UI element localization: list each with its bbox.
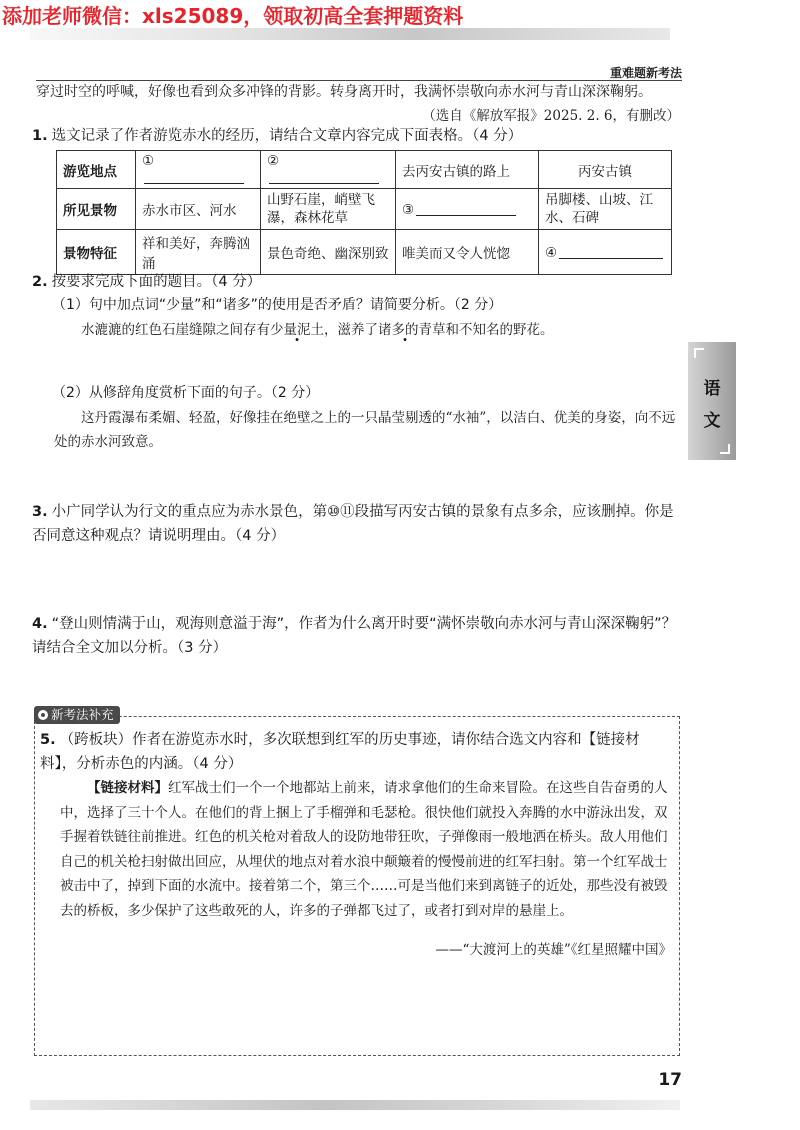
question-2-number: 2. (32, 274, 48, 290)
table-row (57, 230, 672, 275)
question-5-number: 5. (40, 732, 56, 748)
question-2-sub2-text: （2）从修辞角度赏析下面的句子。（2 分） (52, 385, 320, 401)
material-credit: ——“大渡河上的英雄”《红星照耀中国》 (435, 942, 672, 958)
passage-source: （选自《解放军报》2025. 2. 6，有删改） (422, 108, 680, 124)
question-2-text: 按要求完成下面的题目。（4 分） (51, 274, 262, 290)
subject-char-2: 文 (703, 411, 721, 431)
blank-marker: ② (267, 153, 280, 169)
question-2-sub1-quote (54, 318, 682, 342)
tab-corner-mark (694, 348, 704, 358)
subject-char-1: 语 (703, 379, 721, 399)
emphasized-word-shaoliang: 少量 (270, 322, 297, 338)
answer-blank-4[interactable] (559, 244, 663, 259)
blank-marker: ④ (545, 244, 558, 261)
answer-area-q4[interactable] (52, 664, 672, 700)
linked-material (60, 776, 672, 923)
question-3-number: 3. (32, 504, 48, 520)
table-cell: 唯美而又令人恍惚 (396, 230, 539, 275)
watermark-text: 添加老师微信：xls25089，领取初高全套押题资料 (2, 4, 464, 28)
table-cell: 吊脚楼、山坡、江水、石碑 (539, 189, 672, 230)
table-row (57, 151, 672, 189)
answer-area-q5[interactable] (44, 966, 670, 1050)
supplement-tag-label: 新考法补充 (51, 707, 114, 722)
table-cell[interactable] (396, 189, 539, 230)
quote-segment: 水漉漉的红色石崖缝隙之间存有 (81, 322, 270, 338)
bottom-decorative-band (30, 1100, 680, 1110)
question-2-sub2-quote: 这丹霞瀑布柔媚、轻盈，好像挂在绝壁之上的一只晶莹剔透的“水袖”，以洁白、优美的身姿，向不远处的赤水河致意。 (54, 410, 676, 450)
tour-table (56, 150, 672, 275)
table-cell: 赤水市区、河水 (136, 189, 261, 230)
new-exam-supplement-tag (34, 706, 120, 724)
question-1-text: 选文记录了作者游览赤水的经历，请结合文章内容完成下面表格。（4 分） (51, 128, 523, 144)
table-row (57, 189, 672, 230)
page-number: 17 (658, 1070, 682, 1090)
question-4-text: “登山则情满于山，观海则意溢于海”，作者为什么离开时要“满怀崇敬向赤水河与青山深深鞠躬”？请结合全文加以分析。（3 分） (32, 616, 677, 656)
question-1 (32, 124, 682, 148)
pin-icon (38, 710, 48, 720)
question-3-text: 小广同学认为行文的重点应为赤水景色，第⑩⑪段描写丙安古镇的景象有点多余，应该删掉。你是否同意这种观点？请说明理由。（4 分） (32, 504, 674, 544)
question-3 (32, 500, 682, 548)
answer-area-q2-1[interactable] (52, 346, 672, 376)
table-cell: 山野石崖，峭壁飞瀑，森林花草 (261, 189, 396, 230)
answer-blank-1[interactable] (144, 169, 244, 184)
material-text: 红军战士们一个一个地都站上前来，请求拿他们的生命来冒险。在这些自告奋勇的人中，选择了三十个人。在他们的背上捆上了手榴弹和毛瑟枪。很快他们就投入奔腾的水中游泳出发，双手握着铁链往前推进。红色的机关枪对着敌人的设防地带狂吹，子弹像雨一般地洒在桥头。敌人用他们自己的机关枪扫射做出回应，从埋伏的地点对着水浪中颠簸着的慢慢前进的红军扫射。第一个红军战士被击中了，掉到下面的水流中。接着第二个，第三个……可是当他们来到离链子的近处，那些没有被毁去的桥板，多少保护了这些敢死的人，许多的子弹都飞过了，或者打到对岸的悬崖上。 (60, 780, 668, 919)
tab-corner-mark (720, 444, 730, 454)
table-cell[interactable] (136, 151, 261, 189)
question-5 (40, 728, 674, 776)
table-cell: 景色奇绝、幽深别致 (261, 230, 396, 275)
answer-area-q2-2[interactable] (52, 458, 672, 498)
answer-area-q3[interactable] (52, 552, 672, 608)
answer-blank-2[interactable] (269, 169, 379, 184)
question-5-text: （跨板块）作者在游览赤水时，多次联想到红军的历史事迹，请你结合选文内容和【链接材料】，分析赤色的内涵。（4 分） (40, 732, 640, 772)
question-4-number: 4. (32, 616, 48, 632)
blank-marker: ③ (402, 201, 415, 218)
question-4 (32, 612, 682, 660)
question-2 (32, 270, 682, 294)
blank-marker: ① (142, 153, 155, 169)
table-cell[interactable] (539, 230, 672, 275)
table-row-header: 景物特征 (57, 230, 136, 275)
answer-blank-3[interactable] (416, 201, 516, 216)
table-cell: 丙安古镇 (539, 151, 672, 189)
quote-segment: 的青草和不知名的野花。 (405, 322, 554, 338)
emphasized-word-zhuduo: 诸多 (378, 322, 405, 338)
section-title: 重难题新考法 (609, 66, 682, 80)
material-label: 【链接材料】 (87, 780, 168, 796)
table-cell: 去丙安古镇的路上 (396, 151, 539, 189)
table-cell: 祥和美好，奔腾汹涌 (136, 230, 261, 275)
subject-side-tab (688, 342, 736, 460)
question-2-sub1-text: （1）句中加点词“少量”和“诸多”的使用是否矛盾？请简要分析。（2 分） (52, 297, 503, 313)
question-1-number: 1. (32, 128, 48, 144)
quote-segment: 泥土，滋养了 (297, 322, 378, 338)
table-cell[interactable] (261, 151, 396, 189)
table-row-header: 游览地点 (57, 151, 136, 189)
top-decorative-band (30, 28, 670, 40)
passage-ending-line: 穿过时空的呼喊，好像也看到众多冲锋的背影。转身离开时，我满怀崇敬向赤水河与青山深深鞠躬。 (36, 84, 652, 100)
table-row-header: 所见景物 (57, 189, 136, 230)
header-divider (36, 80, 682, 81)
